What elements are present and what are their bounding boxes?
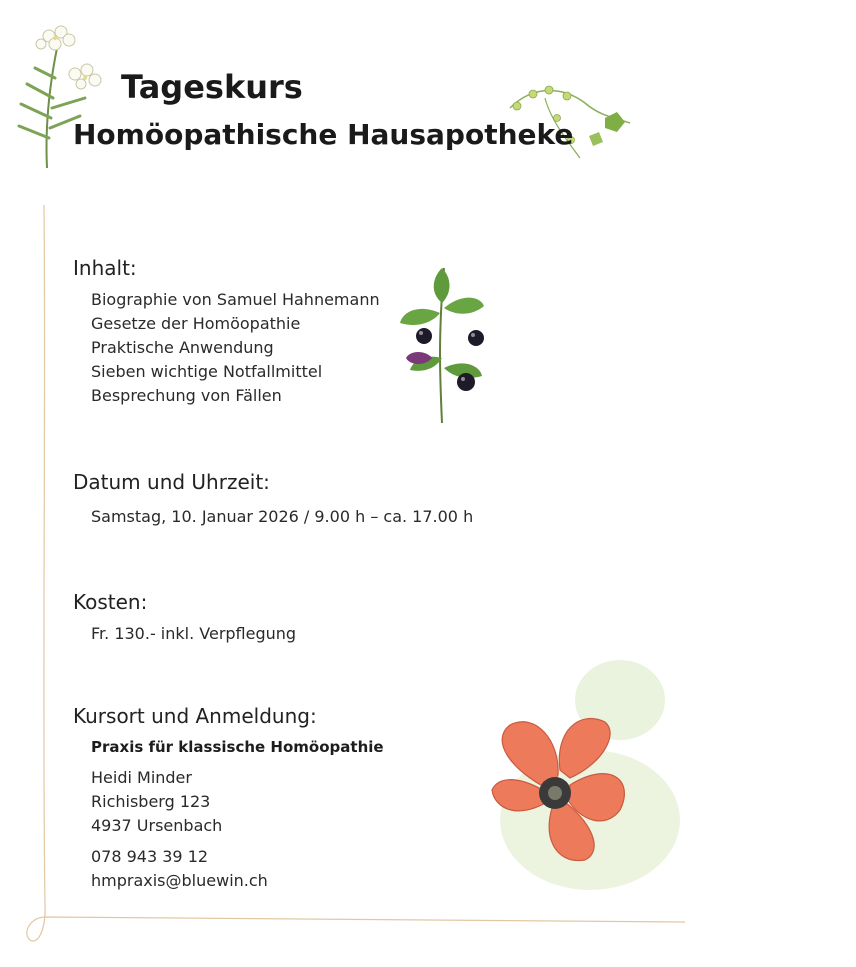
list-item: Praktische Anwendung xyxy=(91,338,274,357)
list-item: Biographie von Samuel Hahnemann xyxy=(91,290,380,309)
address-line: 4937 Ursenbach xyxy=(91,816,223,835)
course-subtitle: Homöopathische Hausapotheke xyxy=(73,118,574,151)
address-line: Heidi Minder xyxy=(91,768,192,787)
list-item: Gesetze der Homöopathie xyxy=(91,314,301,333)
white-flower-herb-illustration xyxy=(5,18,115,178)
kosten-heading: Kosten: xyxy=(73,590,148,614)
address-line: Richisberg 123 xyxy=(91,792,211,811)
phone-number: 078 943 39 12 xyxy=(91,847,209,866)
datum-heading: Datum und Uhrzeit: xyxy=(73,470,270,494)
kosten-value: Fr. 130.- inkl. Verpflegung xyxy=(91,624,297,643)
address-block xyxy=(91,766,222,838)
inhalt-list xyxy=(91,288,380,408)
list-item: Sieben wichtige Notfallmittel xyxy=(91,362,323,381)
contact-block xyxy=(91,845,268,893)
datum-value: Samstag, 10. Januar 2026 / 9.00 h – ca. 17.00 h xyxy=(91,507,474,526)
organisation-name: Praxis für klassische Homöopathie xyxy=(91,738,384,756)
belladonna-berry-illustration xyxy=(392,258,492,428)
red-poppy-illustration xyxy=(470,650,680,900)
course-title: Tageskurs xyxy=(121,68,303,106)
list-item: Besprechung von Fällen xyxy=(91,386,282,405)
email-address: hmpraxis@bluewin.ch xyxy=(91,871,268,890)
inhalt-heading: Inhalt: xyxy=(73,256,137,280)
kursort-heading: Kursort und Anmeldung: xyxy=(73,704,317,728)
